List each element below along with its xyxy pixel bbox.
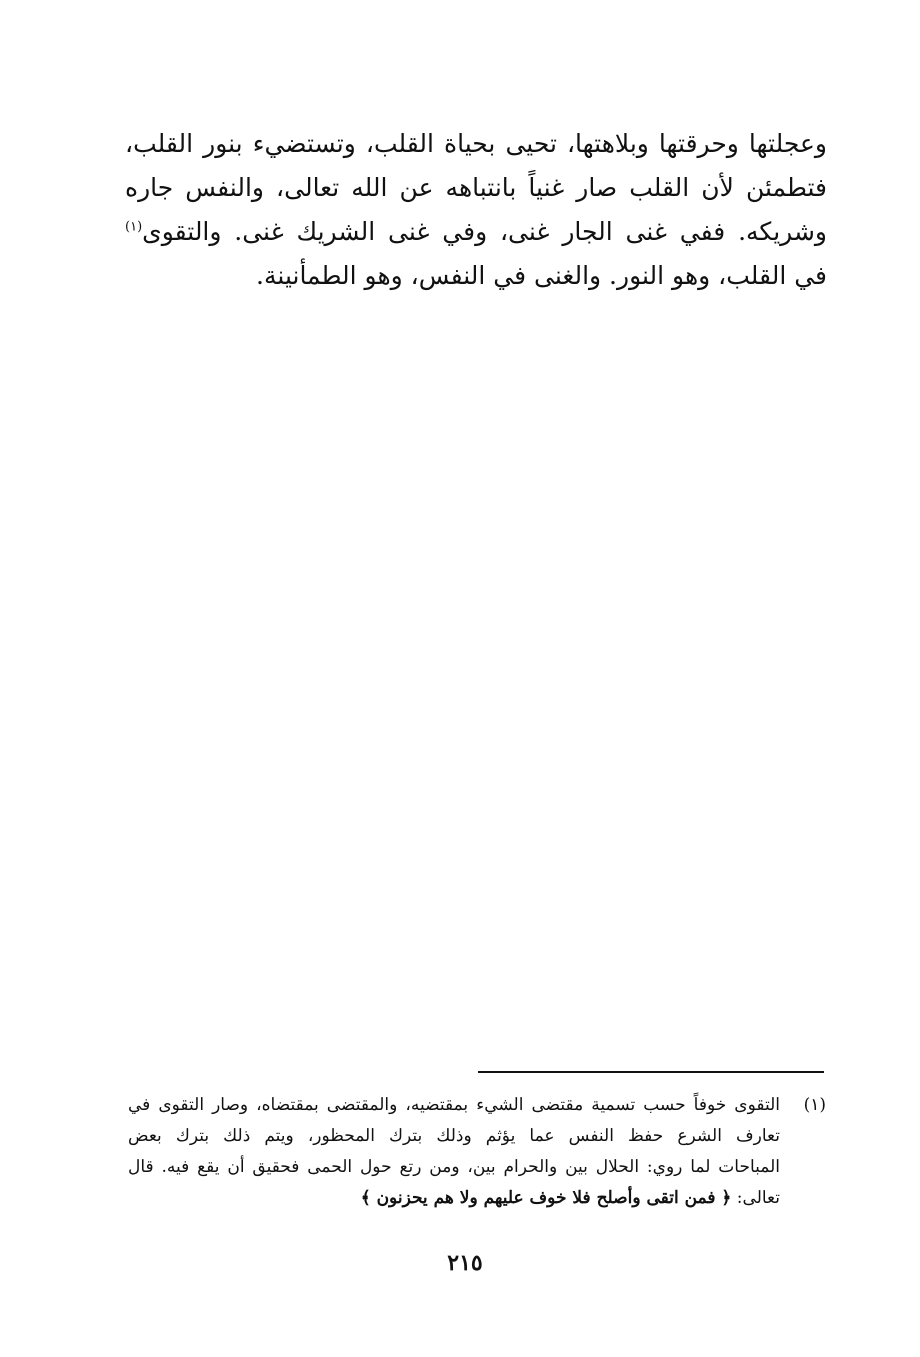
footnote-line-2: تعارف الشرع حفظ النفس عما يؤثم وذلك بترك المحظور، ويتم ذلك بترك بعض [128, 1126, 780, 1146]
footnote-marker: (١) [803, 1095, 826, 1115]
page-number: ٢١٥ [447, 1250, 483, 1276]
footnote-reference[interactable]: (١) [125, 219, 143, 235]
main-text-line-4: في القلب، وهو النور. والغنى في النفس، وهو الطمأنينة. [256, 261, 827, 290]
footnote-line-4 [128, 1183, 826, 1214]
footnote-separator [478, 1071, 824, 1073]
footnote-line-1 [128, 1090, 826, 1121]
main-text-line-2: فتطمئن لأن القلب صار غنياً بانتباهه عن الله تعالى، والنفس جاره [125, 173, 827, 202]
main-text-line-3-text: وشريكه. ففي غنى الجار غنى، وفي غنى الشريك غنى. والتقوى [142, 217, 827, 246]
main-text-line-3 [125, 210, 827, 254]
main-text-block [125, 122, 827, 298]
main-text-line-1: وعجلتها وحرقتها وبلاهتها، تحيى بحياة القلب، وتستضيء بنور القلب، [125, 129, 827, 158]
footnote-line-4-prefix: تعالى: [736, 1188, 780, 1208]
footnote-line-3: المباحات لما روي: الحلال بين والحرام بين، ومن رتع حول الحمى فحقيق أن يقع فيه. قال [128, 1157, 780, 1177]
footnotes-block [128, 1090, 826, 1214]
footnote-line-1-text: التقوى خوفاً حسب تسمية مقتضى الشيء بمقتضيه، والمقتضى بمقتضاه، وصار التقوى في [128, 1095, 780, 1115]
quran-verse: ﴿ فمن اتقى وأصلح فلا خوف عليهم ولا هم يحزنون ﴾ [360, 1188, 732, 1208]
